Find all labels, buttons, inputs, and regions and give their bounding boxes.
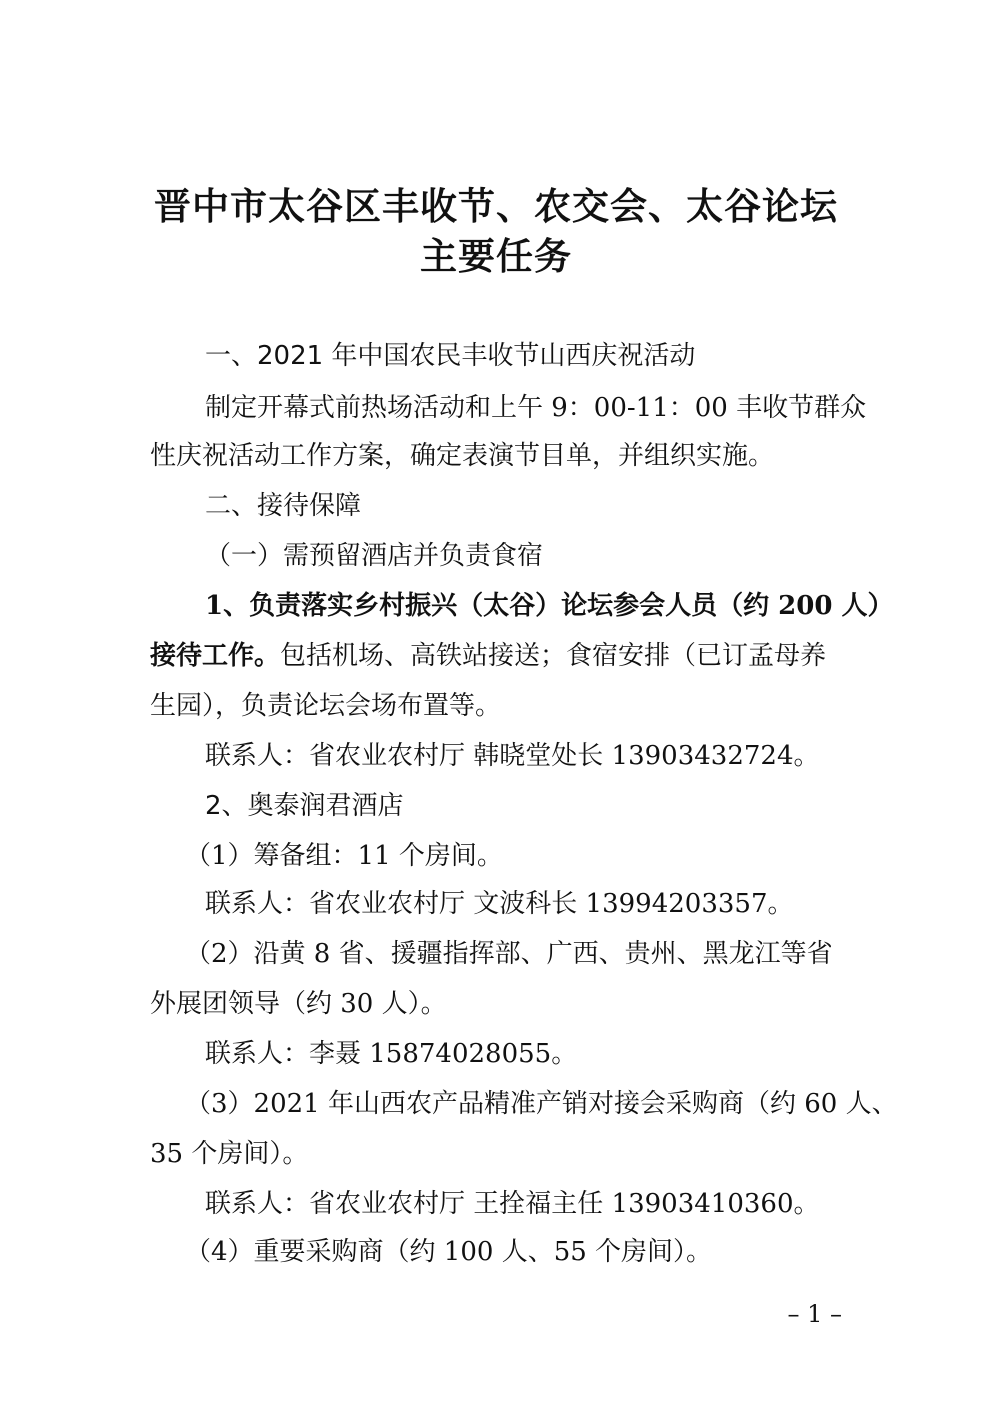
item-2-4: （4）重要采购商（约 100 人、55 个房间）。 <box>185 1237 713 1267</box>
section-1-paragraph-line-2: 性庆祝活动工作方案，确定表演节目单，并组织实施。 <box>150 441 775 471</box>
item-2-3-line-1: （3）2021 年山西农产品精准产销对接会采购商（约 60 人、 <box>185 1089 898 1119</box>
document-title-line-2: 主要任务 <box>420 234 572 278</box>
item-1-bold-lead: 接待工作。 <box>150 641 281 671</box>
section-1-heading: 一、2021 年中国农民丰收节山西庆祝活动 <box>205 341 696 371</box>
item-2-2-contact: 联系人：李聂 15874028055。 <box>205 1039 578 1069</box>
item-1-contact: 联系人：省农业农村厅 韩晓堂处长 13903432724。 <box>205 741 820 771</box>
section-2-heading: 二、接待保障 <box>205 491 362 521</box>
item-2-heading: 2、奥泰润君酒店 <box>205 791 404 821</box>
section-1-paragraph-line-1: 制定开幕式前热场活动和上午 9：00-11：00 丰收节群众 <box>205 393 867 423</box>
item-1-line-2-rest: 包括机场、高铁站接送；食宿安排（已订孟母养 <box>280 641 827 671</box>
item-2-1-contact: 联系人：省农业农村厅 文波科长 13994203357。 <box>205 889 794 919</box>
item-1-line-2 <box>150 640 826 672</box>
subsection-1-heading: （一）需预留酒店并负责食宿 <box>205 541 544 571</box>
item-2-3-line-2: 35 个房间）。 <box>150 1139 309 1169</box>
document-title-line-1: 晋中市太谷区丰收节、农交会、太谷论坛 <box>154 184 838 228</box>
page-number: – 1 – <box>787 1300 842 1328</box>
item-2-2-line-2: 外展团领导（约 30 人）。 <box>150 989 447 1019</box>
item-2-1: （1）筹备组：11 个房间。 <box>185 841 503 871</box>
item-1-line-1: 1、负责落实乡村振兴（太谷）论坛参会人员（约 200 人） <box>205 591 894 621</box>
item-2-3-contact: 联系人：省农业农村厅 王拴福主任 13903410360。 <box>205 1189 820 1219</box>
item-1-line-3: 生园），负责论坛会场布置等。 <box>150 691 502 721</box>
item-2-2-line-1: （2）沿黄 8 省、援疆指挥部、广西、贵州、黑龙江等省 <box>185 939 833 969</box>
